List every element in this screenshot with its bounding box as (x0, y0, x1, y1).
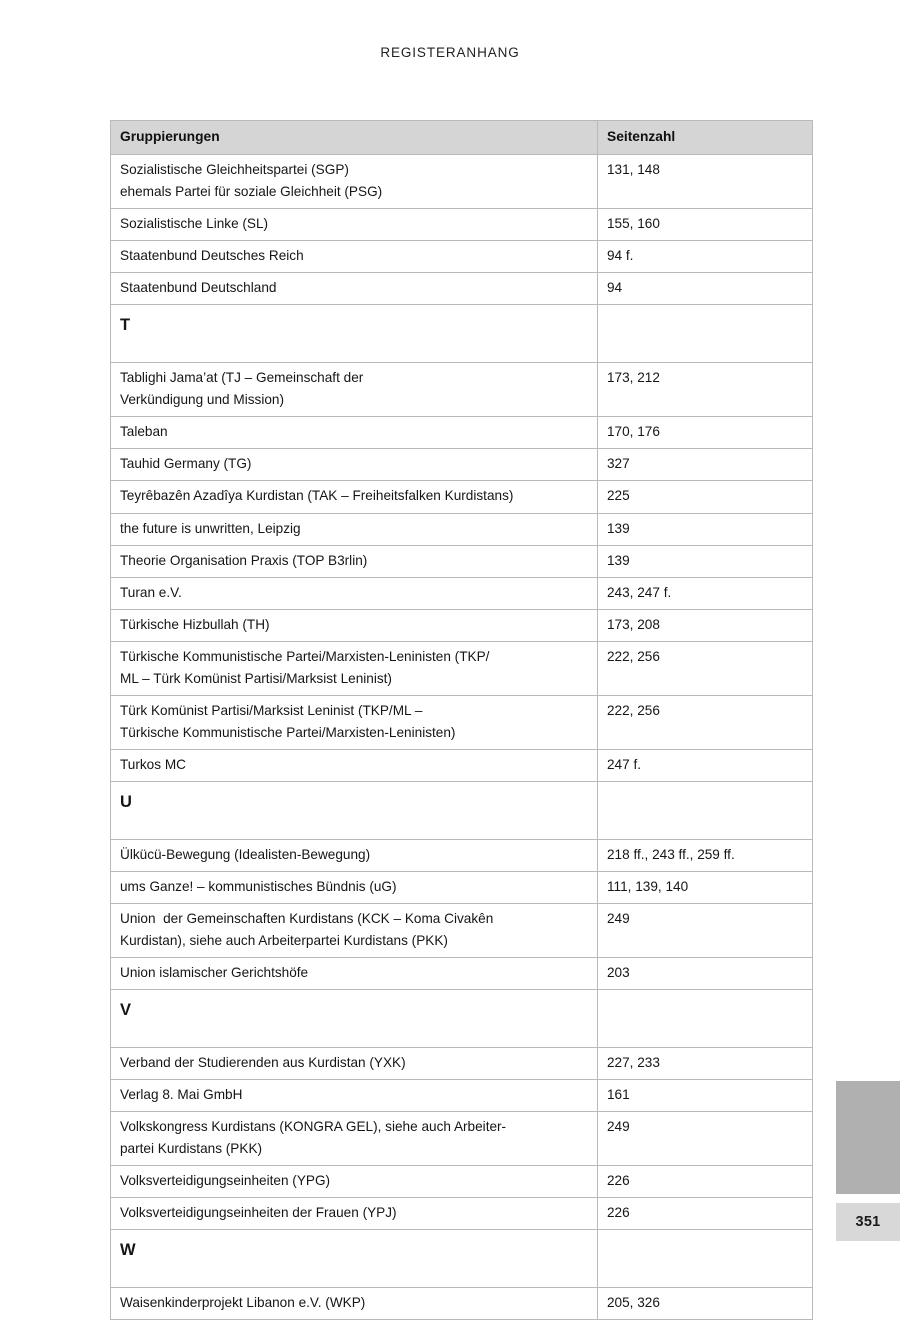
entry-name-line: Turkos MC (120, 756, 186, 772)
section-letter-cell (111, 781, 598, 839)
entry-name-line: Staatenbund Deutsches Reich (120, 248, 304, 264)
section-letter-page-cell (598, 781, 813, 839)
index-table-container (110, 120, 812, 1320)
entry-name-cell (111, 749, 598, 781)
entry-name-line: Volksverteidigungseinheiten der Frauen (YPJ) (120, 1204, 397, 1220)
table-row (111, 695, 813, 749)
entry-name-cell (111, 241, 598, 273)
table-row (111, 839, 813, 871)
table-row (111, 545, 813, 577)
table-row-letter-heading (111, 781, 813, 839)
entry-page-numbers: 247 f. (607, 756, 642, 772)
table-row (111, 481, 813, 513)
table-row (111, 1197, 813, 1229)
entry-name-cell (111, 1047, 598, 1079)
entry-page-cell (598, 577, 813, 609)
table-row (111, 209, 813, 241)
entry-name-cell (111, 363, 598, 417)
entry-name-line: ML – Türk Komünist Partisi/Marksist Leninist) (120, 670, 392, 686)
entry-page-numbers: 249 (607, 1118, 630, 1134)
entry-page-numbers: 139 (607, 552, 630, 568)
entry-page-cell (598, 209, 813, 241)
entry-name-cell (111, 1079, 598, 1111)
entry-page-cell (598, 417, 813, 449)
entry-name-line: Türkische Kommunistische Partei/Marxisten-Leninisten (TKP/ (120, 648, 490, 664)
section-letter-page-cell (598, 989, 813, 1047)
entry-name-line: Union der Gemeinschaften Kurdistans (KCK – Koma Civakên (120, 910, 494, 926)
entry-page-numbers: 170, 176 (607, 424, 660, 440)
table-row (111, 609, 813, 641)
entry-name-cell (111, 273, 598, 305)
entry-name-line: ums Ganze! – kommunistisches Bündnis (uG) (120, 878, 397, 894)
entry-page-cell (598, 449, 813, 481)
entry-page-cell (598, 609, 813, 641)
table-row (111, 749, 813, 781)
running-head: REGISTERANHANG (380, 45, 520, 60)
entry-page-numbers: 173, 212 (607, 370, 660, 386)
entry-page-cell (598, 695, 813, 749)
entry-page-cell (598, 481, 813, 513)
entry-name-line: partei Kurdistans (PKK) (120, 1140, 263, 1156)
margin-thumb-tab (836, 1081, 900, 1194)
entry-page-cell (598, 839, 813, 871)
entry-name-line: Teyrêbazên Azadîya Kurdistan (TAK – Freiheitsfalken Kurdistans) (120, 488, 514, 504)
entry-page-numbers: 222, 256 (607, 702, 660, 718)
entry-page-cell (598, 363, 813, 417)
table-body (111, 155, 813, 1319)
entry-name-line: Union islamischer Gerichtshöfe (120, 964, 309, 980)
entry-name-line: ehemals Partei für soziale Gleichheit (PSG) (120, 184, 383, 200)
entry-page-cell (598, 957, 813, 989)
entry-page-cell (598, 1111, 813, 1165)
entry-name-line: Turan e.V. (120, 584, 182, 600)
entry-page-numbers: 226 (607, 1172, 630, 1188)
entry-page-numbers: 222, 256 (607, 648, 660, 664)
entry-name-cell (111, 695, 598, 749)
entry-page-numbers: 94 f. (607, 248, 634, 264)
entry-name-cell (111, 545, 598, 577)
entry-name-cell (111, 839, 598, 871)
entry-name-line: Volkskongress Kurdistans (KONGRA GEL), siehe auch Arbeiter- (120, 1118, 507, 1134)
entry-page-cell (598, 871, 813, 903)
entry-name-cell (111, 1111, 598, 1165)
section-letter: V (120, 1000, 132, 1019)
entry-name-cell (111, 957, 598, 989)
entry-name-line: Verkündigung und Mission) (120, 392, 284, 408)
table-row (111, 449, 813, 481)
entry-page-numbers: 155, 160 (607, 216, 660, 232)
entry-page-numbers: 94 (607, 280, 623, 296)
index-table (110, 120, 813, 1320)
entry-name-line: Theorie Organisation Praxis (TOP B3rlin) (120, 552, 368, 568)
entry-name-line: Taleban (120, 424, 168, 440)
entry-name-line: Verband der Studierenden aus Kurdistan (YXK) (120, 1054, 406, 1070)
entry-name-cell (111, 155, 598, 209)
entry-name-line: Verlag 8. Mai GmbH (120, 1086, 243, 1102)
table-row-letter-heading (111, 305, 813, 363)
entry-page-numbers: 243, 247 f. (607, 584, 672, 600)
entry-page-numbers: 225 (607, 488, 630, 504)
entry-name-cell (111, 417, 598, 449)
entry-name-cell (111, 449, 598, 481)
entry-name-cell (111, 1165, 598, 1197)
table-row (111, 903, 813, 957)
entry-name-line: Kurdistan), siehe auch Arbeiterpartei Kurdistans (PKK) (120, 932, 448, 948)
table-row (111, 871, 813, 903)
entry-page-numbers: 111, 139, 140 (607, 878, 689, 894)
entry-name-cell (111, 481, 598, 513)
entry-name-cell (111, 1287, 598, 1319)
entry-name-line: Tablighi Jama’at (TJ – Gemeinschaft der (120, 370, 364, 386)
entry-page-cell (598, 749, 813, 781)
column-header-seitenzahl: Seitenzahl (598, 121, 813, 155)
column-header-gruppierungen: Gruppierungen (111, 121, 598, 155)
entry-page-numbers: 131, 148 (607, 162, 660, 178)
entry-name-cell (111, 641, 598, 695)
table-row (111, 417, 813, 449)
entry-name-line: Tauhid Germany (TG) (120, 456, 252, 472)
table-row (111, 241, 813, 273)
entry-name-line: Volksverteidigungseinheiten (YPG) (120, 1172, 331, 1188)
entry-name-line: Türkische Hizbullah (TH) (120, 616, 270, 632)
entry-page-cell (598, 1047, 813, 1079)
section-letter: U (120, 792, 132, 811)
entry-page-cell (598, 155, 813, 209)
entry-name-line: Staatenbund Deutschland (120, 280, 277, 296)
entry-page-numbers: 249 (607, 910, 630, 926)
entry-name-line: Türkische Kommunistische Partei/Marxisten-Leninisten) (120, 724, 456, 740)
table-row-letter-heading (111, 1229, 813, 1287)
table-row (111, 363, 813, 417)
entry-page-cell (598, 545, 813, 577)
entry-name-cell (111, 609, 598, 641)
entry-page-cell (598, 241, 813, 273)
entry-name-line: Ülkücü-Bewegung (Idealisten-Bewegung) (120, 846, 371, 862)
entry-name-line: Waisenkinderprojekt Libanon e.V. (WKP) (120, 1294, 366, 1310)
entry-page-numbers: 227, 233 (607, 1054, 660, 1070)
entry-name-line: Sozialistische Linke (SL) (120, 216, 269, 232)
entry-page-cell (598, 273, 813, 305)
entry-page-numbers: 218 ff., 243 ff., 259 ff. (607, 846, 735, 862)
table-row (111, 155, 813, 209)
entry-name-cell (111, 513, 598, 545)
table-row (111, 1165, 813, 1197)
section-letter-cell (111, 1229, 598, 1287)
entry-name-cell (111, 871, 598, 903)
table-row (111, 1287, 813, 1319)
table-row-letter-heading (111, 989, 813, 1047)
entry-page-cell (598, 641, 813, 695)
entry-page-numbers: 173, 208 (607, 616, 660, 632)
section-letter-cell (111, 989, 598, 1047)
entry-name-cell (111, 903, 598, 957)
section-letter-page-cell (598, 1229, 813, 1287)
table-row (111, 1111, 813, 1165)
table-row (111, 513, 813, 545)
entry-page-cell (598, 513, 813, 545)
section-letter-cell (111, 305, 598, 363)
entry-page-numbers: 205, 326 (607, 1294, 660, 1310)
table-row (111, 273, 813, 305)
table-row (111, 1047, 813, 1079)
entry-page-cell (598, 1079, 813, 1111)
table-row (111, 1079, 813, 1111)
table-header-row (111, 121, 813, 155)
section-letter: W (120, 1240, 136, 1259)
entry-page-numbers: 161 (607, 1086, 630, 1102)
entry-page-cell (598, 1165, 813, 1197)
table-row (111, 641, 813, 695)
table-header (111, 121, 813, 155)
entry-name-line: Türk Komünist Partisi/Marksist Leninist (TKP/ML – (120, 702, 423, 718)
entry-name-cell (111, 209, 598, 241)
entry-page-cell (598, 1287, 813, 1319)
entry-name-cell (111, 1197, 598, 1229)
page-number-box (836, 1203, 900, 1241)
page-number: 351 (855, 1214, 881, 1230)
section-letter-page-cell (598, 305, 813, 363)
entry-page-numbers: 327 (607, 456, 630, 472)
entry-name-line: the future is unwritten, Leipzig (120, 520, 301, 536)
entry-page-numbers: 226 (607, 1204, 630, 1220)
table-row (111, 957, 813, 989)
entry-name-line: Sozialistische Gleichheitspartei (SGP) (120, 162, 349, 178)
table-row (111, 577, 813, 609)
entry-page-numbers: 139 (607, 520, 630, 536)
entry-page-cell (598, 1197, 813, 1229)
entry-page-numbers: 203 (607, 964, 630, 980)
entry-name-cell (111, 577, 598, 609)
entry-page-cell (598, 903, 813, 957)
section-letter: T (120, 316, 131, 335)
